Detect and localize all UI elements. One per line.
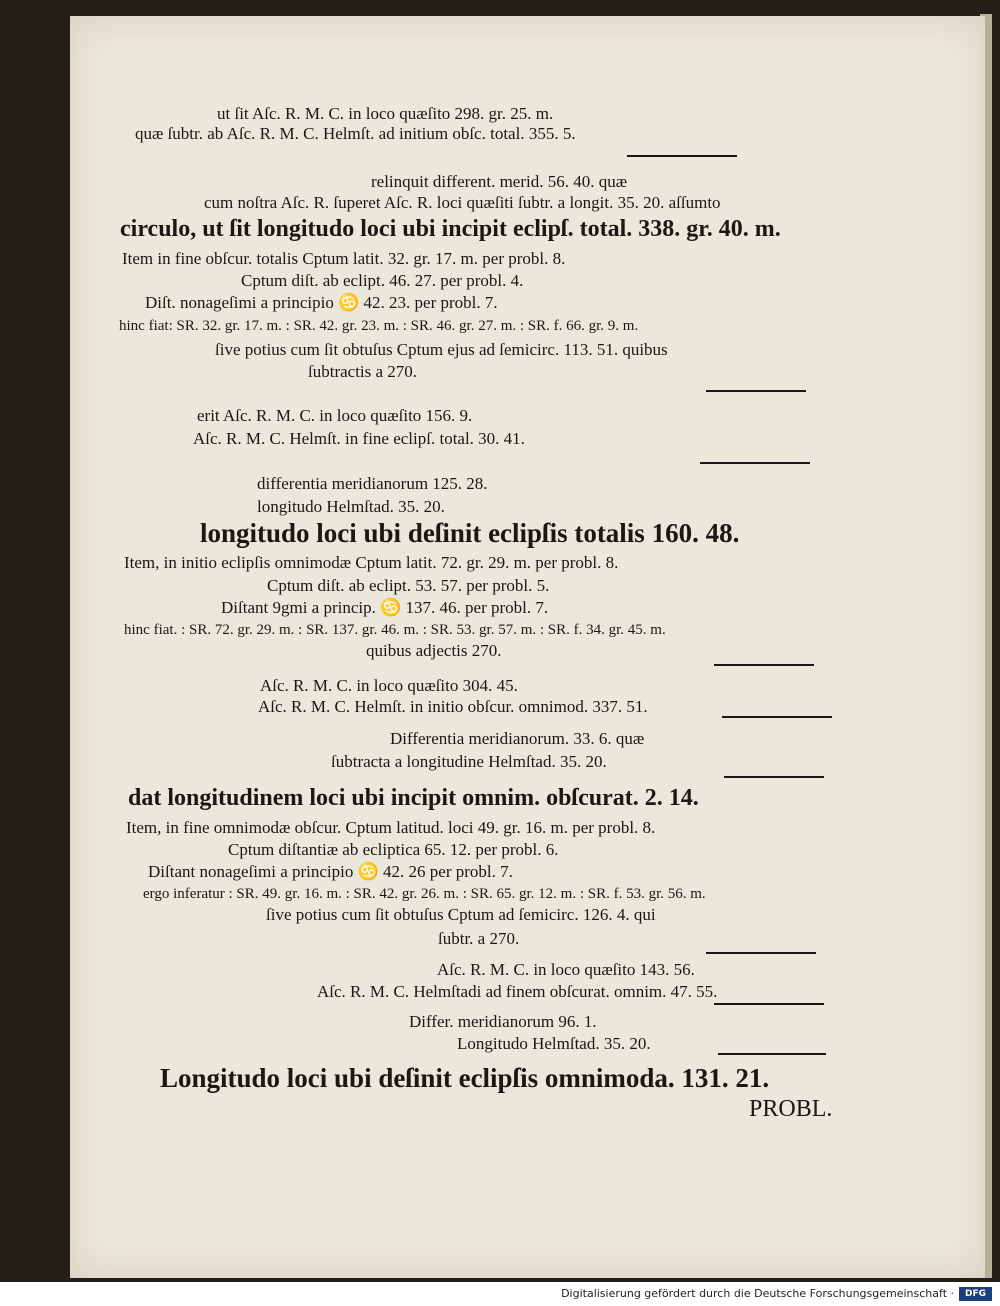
text-line: circulo, ut ſit longitudo loci ubi incipit eclipſ. total. 338. gr. 40. m. xyxy=(120,216,781,242)
sum-rule xyxy=(724,776,824,778)
text-line: longitudo Helmſtad. 35. 20. xyxy=(257,497,445,516)
text-line: ergo inferatur : SR. 49. gr. 16. m. : SR. 42. gr. 26. m. : SR. 65. gr. 12. m. : SR. f. 53. gr. 56. m. xyxy=(143,886,706,902)
sum-rule xyxy=(627,155,737,157)
text-line: Aſc. R. M. C. in loco quæſito 304. 45. xyxy=(260,676,518,695)
dfg-logo: DFG xyxy=(959,1287,992,1301)
text-line: ſive potius cum ſit obtuſus Cptum ejus ad ſemicirc. 113. 51. quibus xyxy=(215,340,668,359)
text-line: cum noſtra Aſc. R. ſuperet Aſc. R. loci quæſiti ſubtr. a longit. 35. 20. aſſumto xyxy=(204,193,721,212)
text-line: Differ. meridianorum 96. 1. xyxy=(409,1012,597,1031)
text-line: dat longitudinem loci ubi incipit omnim. obſcurat. 2. 14. xyxy=(128,785,699,811)
text-line: quibus adjectis 270. xyxy=(366,641,502,660)
text-line: differentia meridianorum 125. 28. xyxy=(257,474,488,493)
text-line: Item in fine obſcur. totalis Cptum latit. 32. gr. 17. m. per probl. 8. xyxy=(122,249,566,268)
text-line: longitudo loci ubi deſinit eclipſis totalis 160. 48. xyxy=(200,518,740,548)
text-line: Longitudo loci ubi deſinit eclipſis omnimoda. 131. 21. xyxy=(160,1063,770,1093)
text-line: hinc fiat: SR. 32. gr. 17. m. : SR. 42. gr. 23. m. : SR. 46. gr. 27. m. : SR. f. 66. gr. 9. m. xyxy=(119,318,639,334)
sum-rule xyxy=(706,952,816,954)
text-line: relinquit different. merid. 56. 40. quæ xyxy=(371,172,628,191)
text-line: Item, in fine omnimodæ obſcur. Cptum latitud. loci 49. gr. 16. m. per probl. 8. xyxy=(126,818,656,837)
text-line: ſubtracta a longitudine Helmſtad. 35. 20. xyxy=(331,752,607,771)
text-line: ſubtractis a 270. xyxy=(308,362,418,381)
text-line: Cptum diſt. ab eclipt. 46. 27. per probl. 4. xyxy=(241,271,524,290)
footer-credit: Digitalisierung gefördert durch die Deutsche Forschungsgemeinschaft · xyxy=(561,1287,954,1300)
text-line: Cptum diſtantiæ ab ecliptica 65. 12. per probl. 6. xyxy=(228,840,559,859)
text-line: Item, in initio eclipſis omnimodæ Cptum latit. 72. gr. 29. m. per probl. 8. xyxy=(124,553,619,572)
text-line: quæ ſubtr. ab Aſc. R. M. C. Helmſt. ad initium obſc. total. 355. 5. xyxy=(135,124,576,143)
text-line: erit Aſc. R. M. C. in loco quæſito 156. 9. xyxy=(197,406,473,425)
text-line: ut ſit Aſc. R. M. C. in loco quæſito 298. gr. 25. m. xyxy=(217,104,554,123)
text-line: Cptum diſt. ab eclipt. 53. 57. per probl. 5. xyxy=(267,576,550,595)
text-line: Diſt. nonageſimi a principio ♋ 42. 23. per probl. 7. xyxy=(145,293,498,312)
text-line: Aſc. R. M. C. Helmſt. in initio obſcur. omnimod. 337. 51. xyxy=(258,697,648,716)
catchword: PROBL. xyxy=(749,1096,833,1122)
sum-rule xyxy=(714,1003,824,1005)
text-line: ſive potius cum ſit obtuſus Cptum ad ſemicirc. 126. 4. qui xyxy=(266,905,656,924)
text-line: Aſc. R. M. C. Helmſt. in fine eclipſ. total. 30. 41. xyxy=(193,429,525,448)
text-line: Diſtant nonageſimi a principio ♋ 42. 26 per probl. 7. xyxy=(148,862,513,881)
text-line: Aſc. R. M. C. in loco quæſito 143. 56. xyxy=(437,960,695,979)
sum-rule xyxy=(718,1053,826,1055)
text-line: ſubtr. a 270. xyxy=(438,929,520,948)
text-line: Differentia meridianorum. 33. 6. quæ xyxy=(390,729,645,748)
text-line: Diſtant 9gmi a princip. ♋ 137. 46. per probl. 7. xyxy=(221,598,549,617)
text-line: Longitudo Helmſtad. 35. 20. xyxy=(457,1034,651,1053)
sum-rule xyxy=(700,462,810,464)
sum-rule xyxy=(706,390,806,392)
footer-bar xyxy=(0,1282,1000,1306)
text-line: Aſc. R. M. C. Helmſtadi ad finem obſcurat. omnim. 47. 55. xyxy=(317,982,718,1001)
sum-rule xyxy=(714,664,814,666)
text-line: hinc fiat. : SR. 72. gr. 29. m. : SR. 137. gr. 46. m. : SR. 53. gr. 57. m. : SR. f. 34. gr. 45. m. xyxy=(124,622,666,638)
sum-rule xyxy=(722,716,832,718)
